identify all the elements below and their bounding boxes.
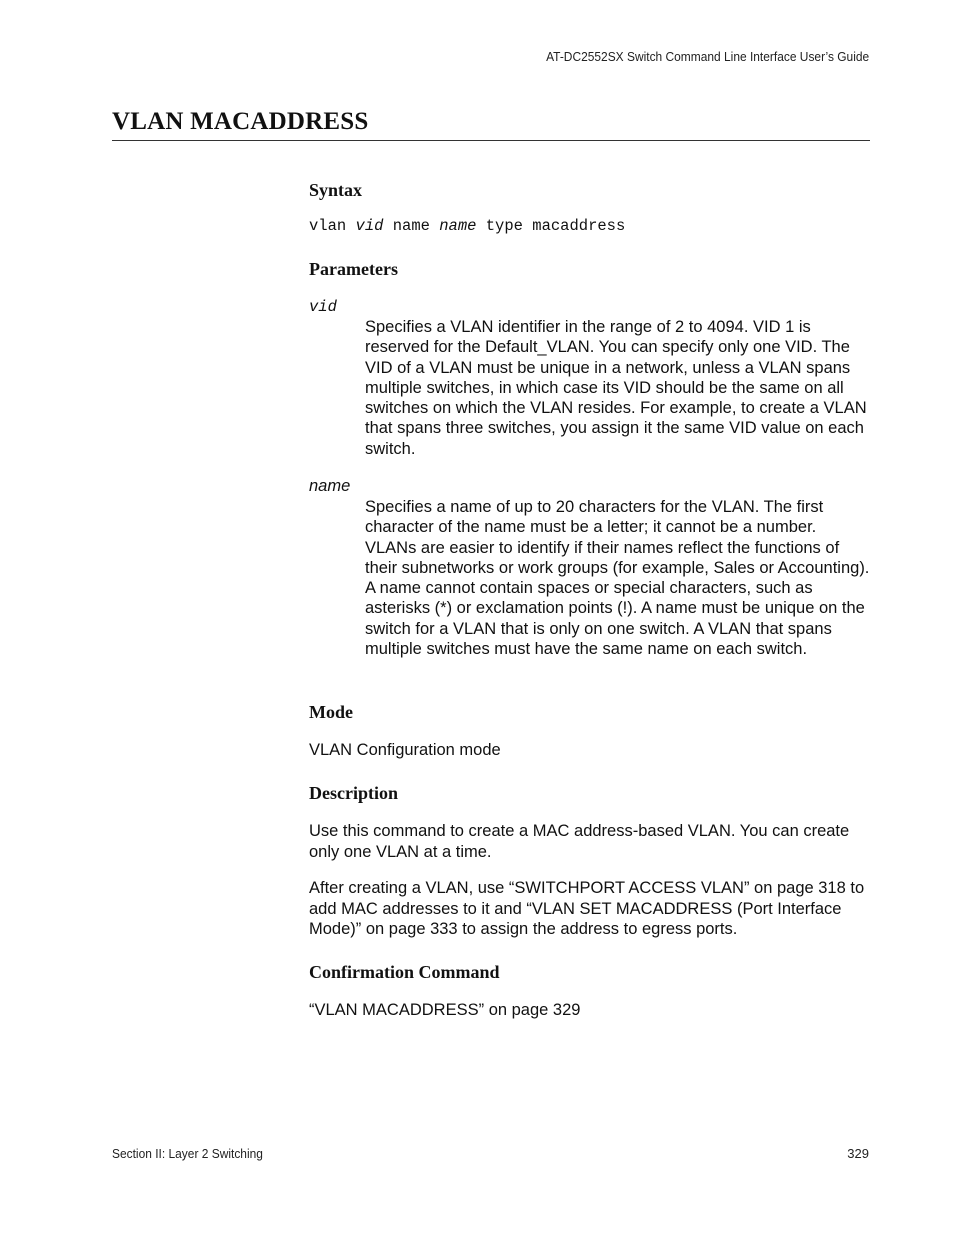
confirmation-link[interactable]: “VLAN MACADDRESS” on page 329	[309, 1001, 581, 1019]
param-name-name: name	[309, 477, 351, 495]
syntax-heading: Syntax	[309, 180, 363, 200]
syntax-keyword-name: name	[383, 217, 440, 235]
description-heading: Description	[309, 783, 398, 803]
page-title: VLAN MACADDRESS	[112, 108, 369, 135]
description-paragraph-1: Use this command to create a MAC address-based VLAN. You can create only one VLAN at a time.	[309, 822, 850, 861]
param-name-vid: vid	[309, 298, 337, 316]
syntax-keyword-type: type macaddress	[476, 217, 626, 235]
param-description-name: Specifies a name of up to 20 characters for the VLAN. The first character of the name must be a letter; it cannot be a number. VLANs are easier to identify if their names reflect the functions of their subnetworks or work groups (for example, Sales or Accounting). A name cannot contain spaces or special characters, such as asterisks (*) or exclamation points (!). A name must be unique on the switch for a VLAN that is only on one switch. A VLAN that spans multiple switches must have the same name on each switch.	[365, 498, 870, 658]
syntax-arg-name: name	[439, 217, 477, 235]
param-description-vid: Specifies a VLAN identifier in the range of 2 to 4094. VID 1 is reserved for the Default_VLAN. You can specify only one VID. The VID of a VLAN must be unique in a network, unless a VLAN spans multiple switches, in which case its VID should be the same on all switches on which the VLAN resides. For example, to create a VLAN that spans three switches, you assign it the same VID value on each switch.	[365, 318, 867, 458]
footer-section: Section II: Layer 2 Switching	[112, 1146, 263, 1161]
parameters-heading: Parameters	[309, 259, 398, 279]
syntax-command	[309, 216, 625, 236]
confirmation-heading: Confirmation Command	[309, 962, 500, 982]
mode-text: VLAN Configuration mode	[309, 741, 501, 759]
running-header: AT-DC2552SX Switch Command Line Interface User’s Guide	[545, 49, 869, 64]
description-paragraph-2: After creating a VLAN, use “SWITCHPORT ACCESS VLAN” on page 318 to add MAC addresses to it and “VLAN SET MACADDRESS (Port Interface Mode)” on page 333 to assign the address to egress ports.	[309, 879, 865, 938]
syntax-keyword-vlan: vlan	[309, 217, 356, 235]
mode-heading: Mode	[309, 702, 353, 722]
syntax-arg-vid: vid	[355, 217, 384, 235]
footer-page-number: 329	[847, 1146, 869, 1161]
